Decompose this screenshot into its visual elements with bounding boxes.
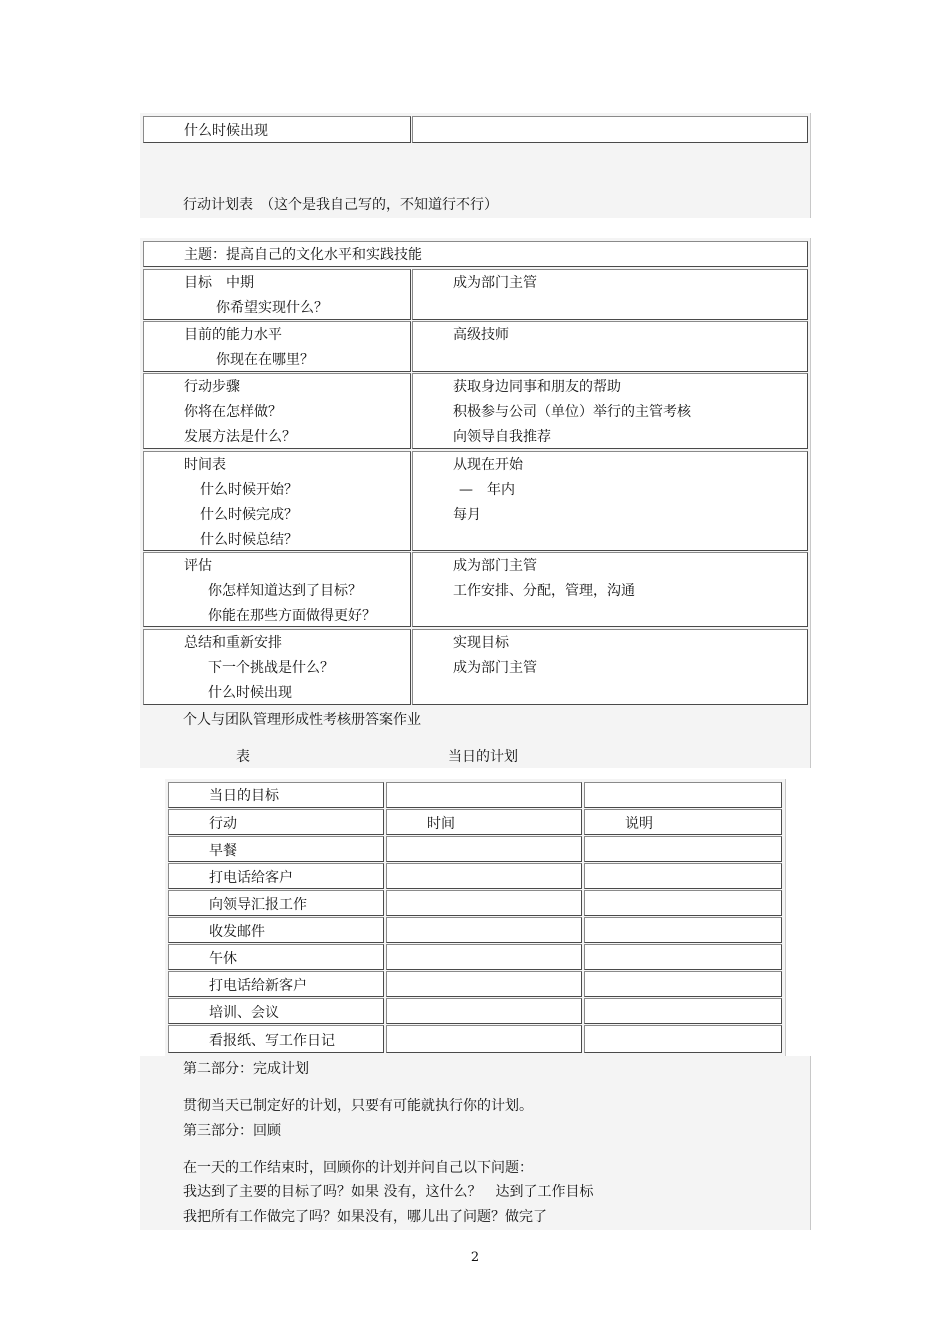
plan-schedule-answer-3: 每月	[453, 507, 481, 523]
plan-topic: 主题：提高自己的文化水平和实践技能	[184, 247, 422, 263]
daily-row-action-cell	[168, 971, 384, 997]
daily-row-time-cell	[386, 890, 582, 916]
plan-row-review-right	[412, 629, 808, 705]
plan-row-goal-left	[143, 269, 411, 320]
daily-action: 向领导汇报工作	[209, 897, 307, 913]
daily-row-action-cell	[168, 836, 384, 862]
section2-header: 个人与团队管理形成性考核册答案作业	[183, 712, 421, 728]
plan-row-evaluation-left	[143, 552, 411, 627]
daily-action: 打电话给客户	[209, 870, 293, 886]
part3-title: 第三部分：回顾	[183, 1123, 281, 1139]
daily-header-action-cell	[168, 809, 384, 835]
part3-text: 在一天的工作结束时，回顾你的计划并问自己以下问题：	[183, 1160, 533, 1176]
plan-goal-answer: 成为部门主管	[453, 275, 537, 291]
review-question-2: 我把所有工作做完了吗？如果没有，哪儿出了问题？做完了	[183, 1209, 547, 1225]
plan-evaluation-question-2: 你能在那些方面做得更好？	[208, 608, 376, 624]
plan-row-steps-right	[412, 373, 808, 449]
plan-row-goal-right	[412, 269, 808, 320]
daily-header-note: 说明	[625, 816, 653, 832]
top-row-label-cell	[143, 116, 411, 143]
daily-row-note-cell	[584, 917, 782, 943]
plan-evaluation-answer-1: 成为部门主管	[453, 558, 537, 574]
plan-row-schedule-right	[412, 451, 808, 551]
section1-panel	[140, 145, 811, 218]
plan-steps-answer-2: 积极参与公司（单位）举行的主管考核	[453, 404, 691, 420]
plan-row-review-left	[143, 629, 411, 705]
daily-row-note-cell	[584, 998, 782, 1024]
daily-row-time-cell	[386, 917, 582, 943]
plan-row-steps-left	[143, 373, 411, 449]
plan-row-ability-right	[412, 321, 808, 372]
daily-row-action-cell	[168, 998, 384, 1024]
daily-row-action-cell	[168, 863, 384, 889]
plan-review-question-2: 什么时候出现	[208, 685, 292, 701]
section2-label-right: 当日的计划	[448, 749, 518, 765]
plan-schedule-answer-1: 从现在开始	[453, 457, 523, 473]
daily-row-time-cell	[386, 863, 582, 889]
section2-panel	[140, 708, 811, 768]
daily-action: 培训、会议	[209, 1005, 279, 1021]
plan-row-schedule-left	[143, 451, 411, 551]
plan-steps-answer-1: 获取身边同事和朋友的帮助	[453, 379, 621, 395]
daily-goal-time-cell	[386, 782, 582, 808]
daily-row-action-cell	[168, 917, 384, 943]
daily-goal-cell	[168, 782, 384, 808]
plan-schedule-label: 时间表	[184, 457, 226, 473]
daily-row-action-cell	[168, 944, 384, 970]
daily-row-time-cell	[386, 998, 582, 1024]
daily-row-time-cell	[386, 971, 582, 997]
daily-row-note-cell	[584, 863, 782, 889]
daily-header-time: 时间	[427, 816, 455, 832]
plan-ability-label: 目前的能力水平	[184, 327, 282, 343]
daily-goal-label: 当日的目标	[209, 788, 279, 804]
daily-row-time-cell	[386, 836, 582, 862]
page-number: 2	[470, 1250, 480, 1265]
plan-review-question-1: 下一个挑战是什么？	[208, 660, 334, 676]
plan-steps-question-1: 你将在怎样做？	[184, 404, 282, 420]
plan-review-answer-2: 成为部门主管	[453, 660, 537, 676]
plan-schedule-question-2: 什么时候完成？	[200, 507, 298, 523]
daily-action: 打电话给新客户	[209, 978, 307, 994]
daily-action: 早餐	[209, 843, 237, 859]
plan-steps-question-2: 发展方法是什么？	[184, 429, 296, 445]
daily-header-note-cell	[584, 809, 782, 835]
plan-goal-label: 目标 中期	[184, 275, 254, 291]
plan-evaluation-answer-2: 工作安排、分配，管理，沟通	[453, 583, 635, 599]
plan-evaluation-question-1: 你怎样知道达到了目标？	[208, 583, 362, 599]
plan-evaluation-label: 评估	[184, 558, 212, 574]
review-question-1: 我达到了主要的目标了吗？如果 没有，这什么？ 达到了工作目标	[183, 1184, 594, 1200]
section2-label-left: 表	[236, 749, 250, 765]
plan-goal-question: 你希望实现什么？	[216, 300, 328, 316]
daily-action: 看报纸、写工作日记	[209, 1033, 335, 1049]
daily-row-note-cell	[584, 890, 782, 916]
daily-goal-note-cell	[584, 782, 782, 808]
plan-row-ability-left	[143, 321, 411, 372]
plan-review-answer-1: 实现目标	[453, 635, 509, 651]
daily-row-note-cell	[584, 1025, 782, 1053]
plan-topic-cell	[143, 241, 808, 267]
plan-steps-label: 行动步骤	[184, 379, 240, 395]
daily-row-note-cell	[584, 836, 782, 862]
plan-schedule-question-3: 什么时候总结？	[200, 532, 298, 548]
daily-row-action-cell	[168, 890, 384, 916]
daily-row-note-cell	[584, 944, 782, 970]
plan-ability-answer: 高级技师	[453, 327, 509, 343]
plan-steps-answer-3: 向领导自我推荐	[453, 429, 551, 445]
plan-ability-question: 你现在在哪里？	[216, 352, 314, 368]
daily-action: 收发邮件	[209, 924, 265, 940]
top-row-label: 什么时候出现	[184, 123, 268, 139]
plan-row-evaluation-right	[412, 552, 808, 627]
section1-title: 行动计划表 （这个是我自己写的，不知道行不行）	[183, 197, 498, 213]
daily-row-time-cell	[386, 944, 582, 970]
plan-schedule-answer-2: — 年内	[459, 482, 515, 498]
part2-title: 第二部分：完成计划	[183, 1061, 309, 1077]
top-row-value-cell	[412, 116, 808, 143]
section3-panel	[140, 1056, 811, 1230]
daily-row-note-cell	[584, 971, 782, 997]
daily-action: 午休	[209, 951, 237, 967]
daily-header-time-cell	[386, 809, 582, 835]
plan-review-label: 总结和重新安排	[184, 635, 282, 651]
daily-header-action: 行动	[209, 816, 237, 832]
daily-row-action-cell	[168, 1025, 384, 1053]
part2-text: 贯彻当天已制定好的计划，只要有可能就执行你的计划。	[183, 1098, 533, 1114]
plan-schedule-question-1: 什么时候开始？	[200, 482, 298, 498]
daily-row-time-cell	[386, 1025, 582, 1053]
